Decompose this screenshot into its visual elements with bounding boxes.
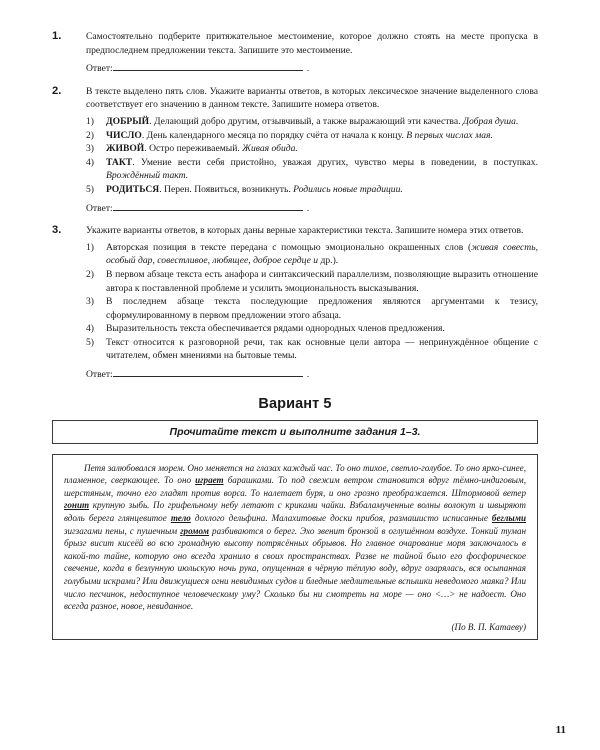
option-text-after: др.).: [318, 255, 339, 267]
task-2-option-5[interactable]: [86, 183, 538, 197]
task-1: [52, 30, 538, 76]
task-3-option-3[interactable]: [86, 295, 538, 322]
task-2-option-1[interactable]: [86, 115, 538, 129]
option-term: ДОБРЫЙ: [106, 115, 150, 127]
option-marker: 3): [86, 143, 94, 155]
option-text: [106, 241, 538, 268]
task-1-body: [86, 30, 538, 76]
option-example: Родились новые традиции.: [293, 183, 403, 195]
reading-text-segment: Петя залюбовался морем. Оно меняется на глазах каждый час. То оно тихое, светло-голубое. То оно ярко-синее, пламенное, сверкающее. То оно: [64, 462, 526, 486]
task-3-stem: Укажите варианты ответов, в которых даны верные характеристики текста. Запишите номера этих ответов.: [86, 225, 524, 237]
option-marker: 4): [86, 156, 94, 168]
task-2-answer-label: Ответ:: [86, 202, 113, 214]
task-1-answer-label: Ответ:: [86, 63, 113, 75]
task-2-stem: В тексте выделено пять слов. Укажите варианты ответов, в которых лексическое значение выделенного слова соответствует его значению в данном тексте. Запишите номера ответов.: [86, 85, 538, 111]
option-marker: 3): [86, 296, 94, 308]
task-1-answer-row: [86, 61, 538, 76]
task-3-option-2[interactable]: [86, 268, 538, 295]
option-text: [106, 183, 538, 197]
page-number: 11: [555, 724, 566, 736]
option-example: Врождённый такт.: [106, 170, 189, 182]
task-2-answer-input[interactable]: [113, 201, 303, 211]
option-marker: 1): [86, 241, 94, 253]
option-marker: 4): [86, 323, 94, 335]
task-1-stem: Самостоятельно подберите притяжательное местоимение, которое должно стоять на месте пропуска в предпоследнем предложении текста. Запишите это местоимение.: [86, 31, 538, 56]
task-2-options: [86, 115, 538, 197]
reading-text-segment: зигзагами пены, с пушечным: [64, 525, 181, 536]
option-text: [106, 115, 538, 129]
option-example: В первых числах мая.: [406, 129, 493, 141]
task-3-answer-label: Ответ:: [86, 369, 113, 381]
task-3: [52, 224, 538, 382]
option-text-italic: живая совесть, особый дар, совестливое, любящее, доброе сердце и: [106, 241, 538, 267]
option-text: Текст относится к разговорной речи, так как основные цели автора — непринуждённое общение с читателем, обмен мнениями на бытовые темы.: [106, 336, 538, 362]
task-2-option-3[interactable]: [86, 142, 538, 156]
task-3-option-5[interactable]: [86, 336, 538, 363]
option-text: В последнем абзаце текста последующие предложения являются аргументами к тезису, сформулированному в первом предложении этого абзаца.: [106, 296, 538, 321]
highlighted-word: гонит: [64, 500, 90, 511]
task-3-answer-period: .: [306, 369, 310, 381]
option-definition: . Перен. Появиться, возникнуть.: [159, 183, 294, 195]
option-marker: 1): [86, 115, 94, 127]
option-marker: 2): [86, 268, 94, 280]
reading-text-segment: барашками. То под свежим ветром становится вдруг тёмно-индиговым, шерстяным, точно его гладят против ворса. То налетает буря, и оно грозно преображается. Штормовой ветер: [64, 475, 527, 498]
variant-title: Вариант 5: [258, 395, 332, 412]
option-term: РОДИТЬСЯ: [106, 183, 160, 195]
task-3-answer-input[interactable]: [113, 367, 303, 377]
option-marker: 2): [86, 129, 94, 141]
task-2-answer-row: [86, 201, 538, 216]
highlighted-word: громом: [180, 525, 209, 536]
instruction-box: Прочитайте текст и выполните задания 1–3.: [52, 420, 538, 444]
option-example: Добрая душа.: [462, 115, 519, 127]
task-2: [52, 85, 538, 215]
option-text: [106, 156, 538, 183]
option-definition: . День календарного месяца по порядку счёта от начала к концу.: [141, 129, 407, 141]
option-text: Выразительность текста обеспечивается рядами однородных членов предложения.: [106, 323, 445, 335]
option-definition: . Делающий добро другим, отзывчивый, а также выражающий эти качества.: [149, 115, 463, 127]
task-1-answer-input[interactable]: [113, 61, 303, 71]
option-example: Живая обида.: [242, 143, 298, 155]
task-2-body: [86, 85, 538, 215]
option-text: В первом абзаце текста есть анафора и синтаксический параллелизм, позволяющие выразить отношение автора к поставленной проблеме и усилить эмоциональность высказывания.: [106, 268, 538, 294]
option-text: [106, 142, 538, 156]
reading-text-box: [52, 454, 538, 641]
option-term: ЧИСЛО: [106, 129, 142, 141]
reading-text-segment: разбиваются о берег. Эхо звенит бронзой в оглушённом воздухе. Тонкий туман брызг висит кисеёй во всю громадную высоту потрясённых обрывов. Но главное очарование моря заключалось в какой-то тайне, которую оно всегда хранило в своих пространствах. Разве не тайной было его фосфорическое свечение, когда в безлунную июльскую ночь рука, опущенная в чёрную тёплую воду, вдруг озарялась, вся осыпанная голубыми искрами? Или движущиеся огни невидимых судов и бледные медлительные вспышки неведомого маяка? Или число песчинок, недоступное человеческому уму? Сколько бы ни смотреть на море — оно <…> не надоест. Оно всегда разное, новое, невиданное.: [64, 525, 527, 612]
highlighted-word: играет: [195, 475, 224, 486]
reading-text-segment: дохлого дельфина. Малахитовые доски прибоя, размашисто исписанные: [190, 513, 492, 524]
option-term: ТАКТ: [106, 156, 133, 168]
reading-text-body: [64, 462, 526, 613]
task-3-option-4[interactable]: [86, 322, 538, 336]
task-3-option-1[interactable]: [86, 241, 538, 268]
reading-text-segment: крупную зыбь. По грифельному небу летают с криками чайки. Взбаламученные волны волокут и швыряют вдоль берега глянцевитое: [64, 500, 526, 524]
highlighted-word: тело: [170, 513, 191, 524]
task-3-body: [86, 224, 538, 382]
task-2-number: 2.: [52, 84, 62, 97]
option-definition: . Умение вести себя пристойно, уважая других, чувство меры в поведении, в поступках.: [132, 156, 538, 168]
reading-text-attribution: (По В. П. Катаеву): [451, 621, 526, 632]
option-term: ЖИВОЙ: [106, 143, 145, 155]
task-1-number: 1.: [52, 30, 62, 42]
task-3-number: 3.: [52, 224, 62, 237]
option-marker: 5): [86, 336, 94, 348]
task-2-option-4[interactable]: [86, 156, 538, 183]
task-3-options: [86, 241, 538, 363]
option-text-before: Авторская позиция в тексте передана с помощью эмоционально окрашенных слов (: [106, 241, 472, 253]
option-marker: 5): [86, 183, 94, 195]
task-2-option-2[interactable]: [86, 129, 538, 143]
option-text: [106, 129, 538, 143]
task-2-answer-period: .: [306, 202, 310, 214]
highlighted-word: беглыми: [491, 513, 526, 524]
task-3-answer-row: [86, 367, 538, 382]
task-1-answer-period: .: [306, 63, 310, 75]
option-definition: . Остро переживаемый.: [144, 143, 243, 155]
